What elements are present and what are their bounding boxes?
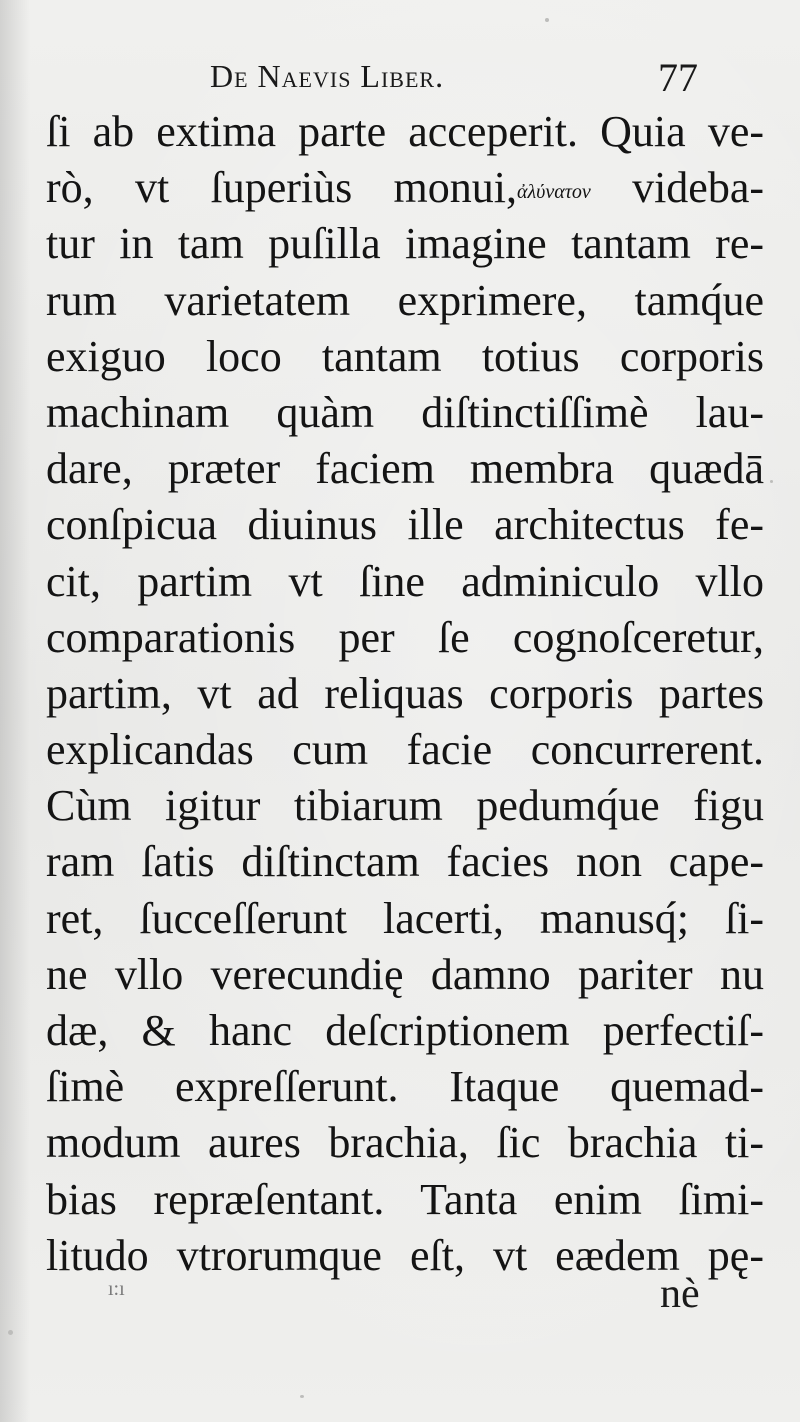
text-line: ret, ſucceſſerunt lacerti, manusq́; ſi- <box>46 893 764 943</box>
text-line: partim, vt ad reliquas corporis partes <box>46 668 764 718</box>
page-header <box>210 52 710 102</box>
text-line: modum aures brachia, ſic brachia ti- <box>46 1118 764 1168</box>
paper-speck <box>770 480 773 483</box>
text-line: explicandas cum facie concurrerent. <box>46 725 764 775</box>
text-block <box>46 104 764 1284</box>
text-line: machinam quàm diſtinctiſſimè lau- <box>46 387 764 437</box>
text-line-start: rò, vt ſuperiùs monui, <box>46 163 517 213</box>
text-line: cit, partim vt ſine adminiculo vllo <box>46 556 764 606</box>
gutter-shadow <box>0 0 30 1422</box>
paper-speck <box>545 18 549 22</box>
text-line: Cùm igitur tibiarum pedumq́ue figu <box>46 781 764 831</box>
page-number: 77 <box>658 55 698 100</box>
greek-word: ἀλύνατον <box>517 181 591 204</box>
text-line: comparationis per ſe cognoſceretur, <box>46 612 764 662</box>
text-line: tur in tam puſilla imagine tantam re- <box>46 219 764 269</box>
text-line: bias repræſentant. Tanta enim ſimi- <box>46 1174 764 1224</box>
signature-mark: ı:ı <box>108 1278 125 1300</box>
running-head: De Naevis Liber. <box>210 58 445 94</box>
text-line: ne vllo verecundię damno pariter nu <box>46 949 764 999</box>
text-line: ram ſatis diſtinctam facies non cape- <box>46 837 764 887</box>
text-line: dare, præter faciem membra quædā <box>46 444 764 494</box>
text-line: exiguo loco tantam totius corporis <box>46 331 764 381</box>
catchword: nè <box>660 1271 700 1317</box>
text-line: ſi ab extima parte acceperit. Quia ve- <box>46 107 764 156</box>
text-line: dæ, & hanc deſcriptionem perfectiſ- <box>46 1006 764 1055</box>
text-line: rum varietatem exprimere, tamq́ue <box>46 275 764 325</box>
paper-speck <box>300 1395 304 1398</box>
text-line: litudo vtrorumque eſt, vt eædem pę- <box>46 1230 764 1280</box>
text-line <box>46 160 764 216</box>
text-line: ſimè expreſſerunt. Itaque quemad- <box>46 1062 764 1112</box>
text-line: conſpicua diuinus ille architectus fe- <box>46 500 764 550</box>
paper-speck <box>8 1330 13 1335</box>
text-line-end: videba- <box>632 163 764 213</box>
